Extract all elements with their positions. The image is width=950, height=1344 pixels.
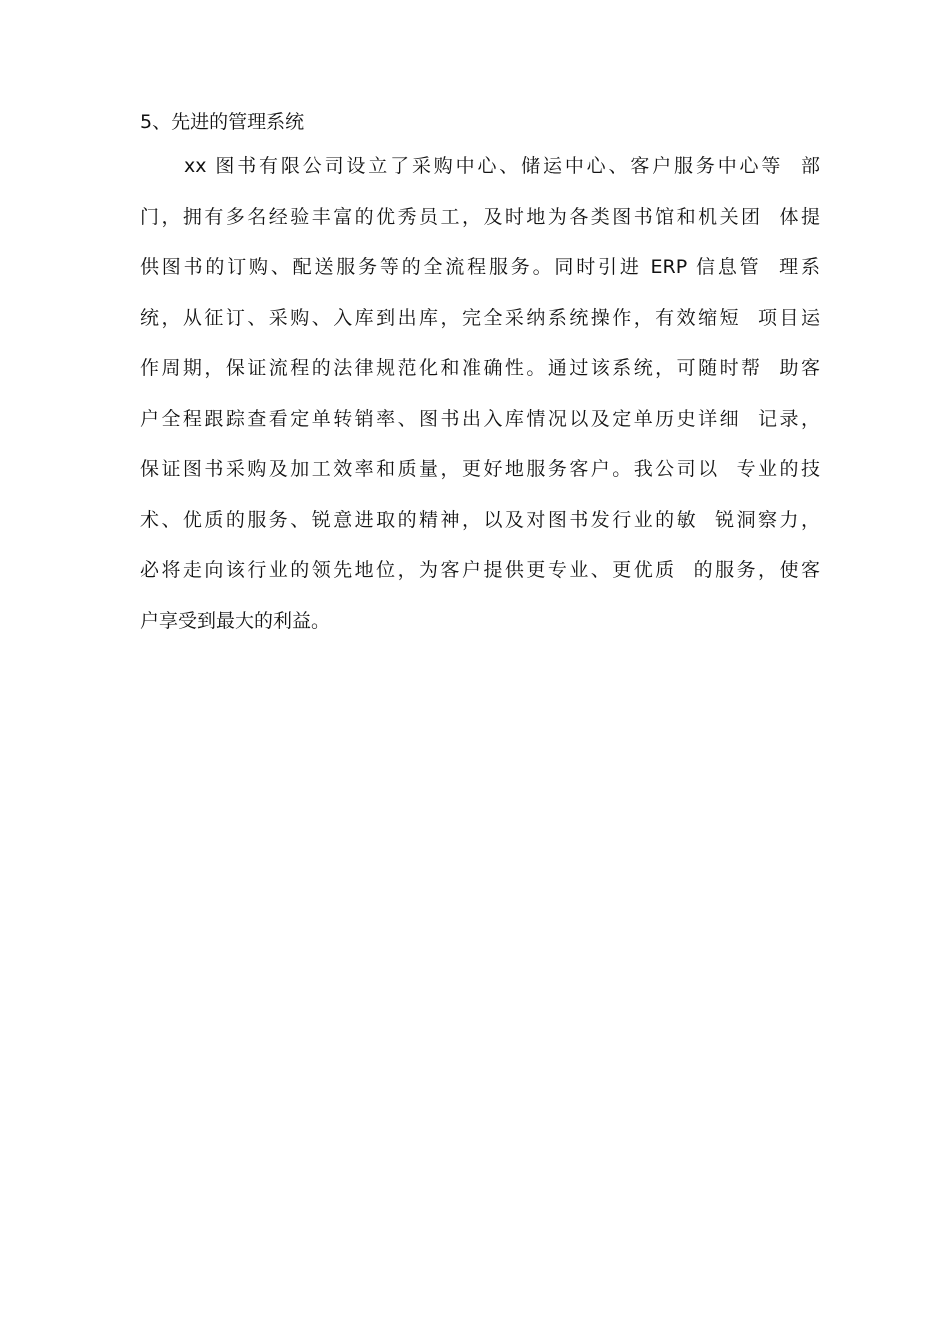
paragraph-line: 户享受到最大的利益。 [140, 609, 331, 632]
paragraph-line: 作周期，保证流程的法律规范化和准确性。通过该系统，可随时帮 助客 [140, 357, 820, 379]
paragraph-line: 术、优质的服务、锐意进取的精神，以及对图书发行业的敏 锐洞察力， [140, 508, 820, 531]
paragraph-line: 户全程跟踪查看定单转销率、图书出入库情况以及定单历史详细 记录， [140, 407, 820, 430]
section-heading: 5、先进的管理系统 [140, 111, 305, 133]
paragraph-line: 统，从征订、采购、入库到出库，完全采纳系统操作，有效缩短 项目运 [140, 306, 820, 329]
paragraph-line: 门，拥有多名经验丰富的优秀员工，及时地为各类图书馆和机关团 体提 [140, 205, 820, 228]
paragraph-line: 必将走向该行业的领先地位，为客户提供更专业、更优质 的服务，使客 [140, 559, 820, 581]
paragraph-line: xx 图书有限公司设立了采购中心、储运中心、客户服务中心等 部 [184, 155, 820, 177]
body-paragraph [140, 148, 820, 653]
paragraph-line: 供图书的订购、配送服务等的全流程服务。同时引进 ERP 信息管 理系 [140, 256, 820, 278]
paragraph-line: 保证图书采购及加工效率和质量，更好地服务客户。我公司以 专业的技 [140, 458, 820, 480]
